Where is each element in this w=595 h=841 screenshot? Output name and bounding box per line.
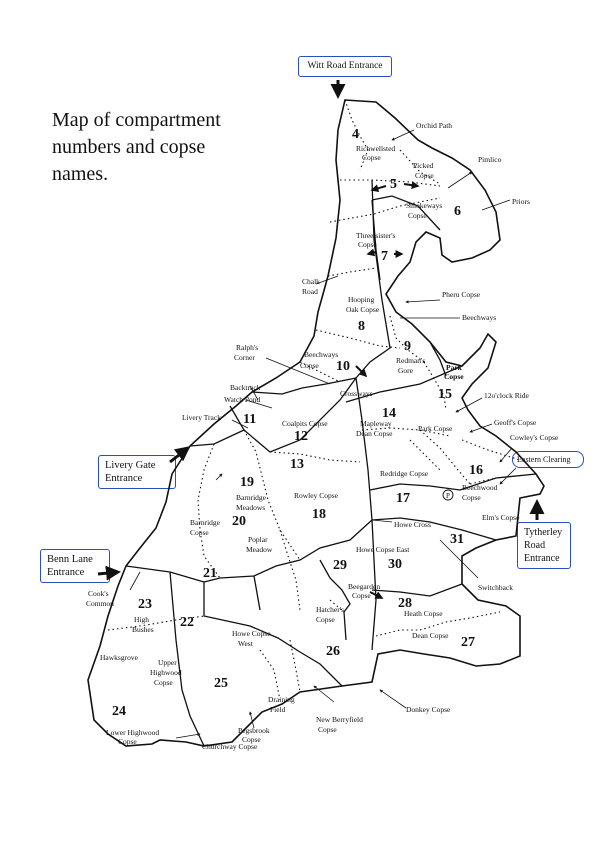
place-name: Park Copse (418, 424, 453, 433)
place-name: Richwellsted (356, 144, 396, 153)
compartment-number: 17 (396, 491, 410, 506)
place-name: Priors (512, 197, 530, 206)
place-name: West (238, 639, 253, 648)
place-name: Copse (190, 528, 209, 537)
compartment-number: 12 (294, 429, 308, 444)
compartment-number: 4 (352, 127, 359, 142)
entrance-label: Witt Road Entrance (307, 61, 383, 71)
compartment-number: 9 (404, 339, 411, 354)
place-name: Smokeways (406, 201, 443, 210)
place-name: Pimlico (478, 155, 502, 164)
entrance-label: Benn Lane (47, 554, 93, 565)
place-name: Hatcher's (316, 605, 345, 614)
place-name: Barnridge (190, 518, 220, 527)
entrance-label: Livery Gate (105, 460, 156, 471)
place-name: Gore (398, 366, 413, 375)
place-name: New Berryfield (316, 715, 363, 724)
place-name: Copse (300, 361, 319, 370)
place-name: Hawksgrove (100, 653, 138, 662)
compartment-number: 27 (461, 635, 475, 650)
place-name: Oak Copse (346, 305, 380, 314)
compartment-number: 14 (382, 406, 396, 421)
entrance-label: Entrance (105, 473, 143, 484)
compartment-number: 20 (232, 514, 246, 529)
place-name: High (134, 615, 149, 624)
compartment-number: 8 (358, 319, 365, 334)
place-name: Pegsbrook (238, 726, 270, 735)
place-name: Draining (268, 695, 295, 704)
compartment-number: 5 (390, 177, 397, 192)
place-name: Ralph's (236, 343, 259, 352)
place-name: Chalk (302, 277, 320, 286)
compartment-number: 10 (336, 359, 350, 374)
place-name: Rowley Copse (294, 491, 338, 500)
place-name: Copse (415, 171, 434, 180)
place-name: Corner (234, 353, 255, 362)
compartment-number: 15 (438, 387, 452, 402)
place-name: Copse (408, 211, 427, 220)
place-name: Poplar (248, 535, 268, 544)
place-name: Copse (358, 240, 377, 249)
place-name: Copse (362, 153, 381, 162)
place-name: Elm's Copse (482, 513, 520, 522)
compartment-number: 7 (381, 249, 388, 264)
dotted-boundaries (108, 100, 520, 700)
place-name: Meadows (236, 503, 266, 512)
place-name: Copse (444, 372, 464, 381)
compartment-number: 22 (180, 615, 194, 630)
place-name: Copse (118, 737, 137, 746)
place-name: Barnridge (236, 493, 266, 502)
place-name: Copse (352, 591, 371, 600)
place-name: Donkey Copse (406, 705, 451, 714)
place-name: Upper (158, 658, 177, 667)
place-name: Howe Cross (394, 520, 431, 529)
place-name: Geoff's Copse (494, 418, 537, 427)
entrance-label: Eastern Clearing (517, 455, 571, 464)
place-name: Cook's (88, 589, 109, 598)
place-name: Road (302, 287, 318, 296)
place-name: Beechways (304, 350, 339, 359)
place-name: Common (86, 599, 114, 608)
place-name: Field (270, 705, 286, 714)
compartment-number: 24 (112, 704, 126, 719)
place-name: Dean Copse (412, 631, 449, 640)
entrance-label: Entrance (524, 553, 560, 564)
place-name: Heath Copse (404, 609, 443, 618)
place-name: Bushes (132, 625, 154, 634)
place-name: 12o'clock Ride (484, 391, 529, 400)
place-name: Copse (316, 615, 335, 624)
place-name: Picked (413, 161, 434, 170)
place-name: Beechwood (462, 483, 498, 492)
compartment-number: 16 (469, 463, 483, 478)
place-name: Copse (318, 725, 337, 734)
compartment-number: 18 (312, 507, 326, 522)
place-name: Redman's (396, 356, 426, 365)
compartment-number: 11 (243, 412, 257, 427)
compartment-number: 13 (290, 457, 304, 472)
place-name: Orchid Path (416, 121, 453, 130)
compartment-number: 25 (214, 676, 228, 691)
place-name: Lower Highwood (106, 728, 160, 737)
compartment-number: 23 (138, 597, 152, 612)
map-title-line: Map of compartment (52, 109, 221, 131)
entrance-label: Entrance (47, 567, 85, 578)
compartment-number: 26 (326, 644, 340, 659)
entrance-label: Tytherley (524, 527, 563, 538)
compartment-number: 21 (203, 566, 217, 581)
place-name: Copse (462, 493, 481, 502)
place-name: Copse (242, 735, 261, 744)
place-name: Cowley's Copse (510, 433, 559, 442)
map-title-line: names. (52, 163, 109, 185)
place-name: Dean Copse (356, 429, 393, 438)
compartment-number: 28 (398, 596, 412, 611)
pointer-lines (130, 130, 516, 738)
place-name: Hooping (348, 295, 375, 304)
compartment-number: 29 (333, 558, 347, 573)
compartment-number: 31 (450, 532, 464, 547)
place-name: Watch Pond (224, 395, 261, 404)
place-name: Park (446, 363, 462, 372)
place-name: Meadow (246, 545, 273, 554)
place-name: Mapleway (360, 419, 392, 428)
compartment-number: 30 (388, 557, 402, 572)
map-title-line: numbers and copse (52, 136, 206, 158)
compartment-number: 6 (454, 204, 461, 219)
place-names (86, 121, 559, 751)
place-name: Beechways (462, 313, 497, 322)
place-name: Backtrack (230, 383, 261, 392)
place-name: Beegarden (348, 582, 381, 591)
place-name: Coalpits Copse (282, 419, 328, 428)
place-name: Switchback (478, 583, 513, 592)
place-name: Howe Copse (232, 629, 271, 638)
entrance-label: Road (524, 540, 546, 551)
place-name: Redridge Copse (380, 469, 429, 478)
place-name: Pheru Copse (442, 290, 481, 299)
place-name: Crossways (340, 389, 373, 398)
place-name: Howe Copse East (356, 545, 410, 554)
place-name: Highwood (150, 668, 182, 677)
place-name: Three sister's (356, 231, 396, 240)
parking-letter: P (446, 492, 450, 500)
place-name: Livery Track (182, 413, 221, 422)
compartment-number: 19 (240, 475, 254, 490)
place-name: Churchway Copse (202, 742, 258, 751)
place-name: Copse (154, 678, 173, 687)
